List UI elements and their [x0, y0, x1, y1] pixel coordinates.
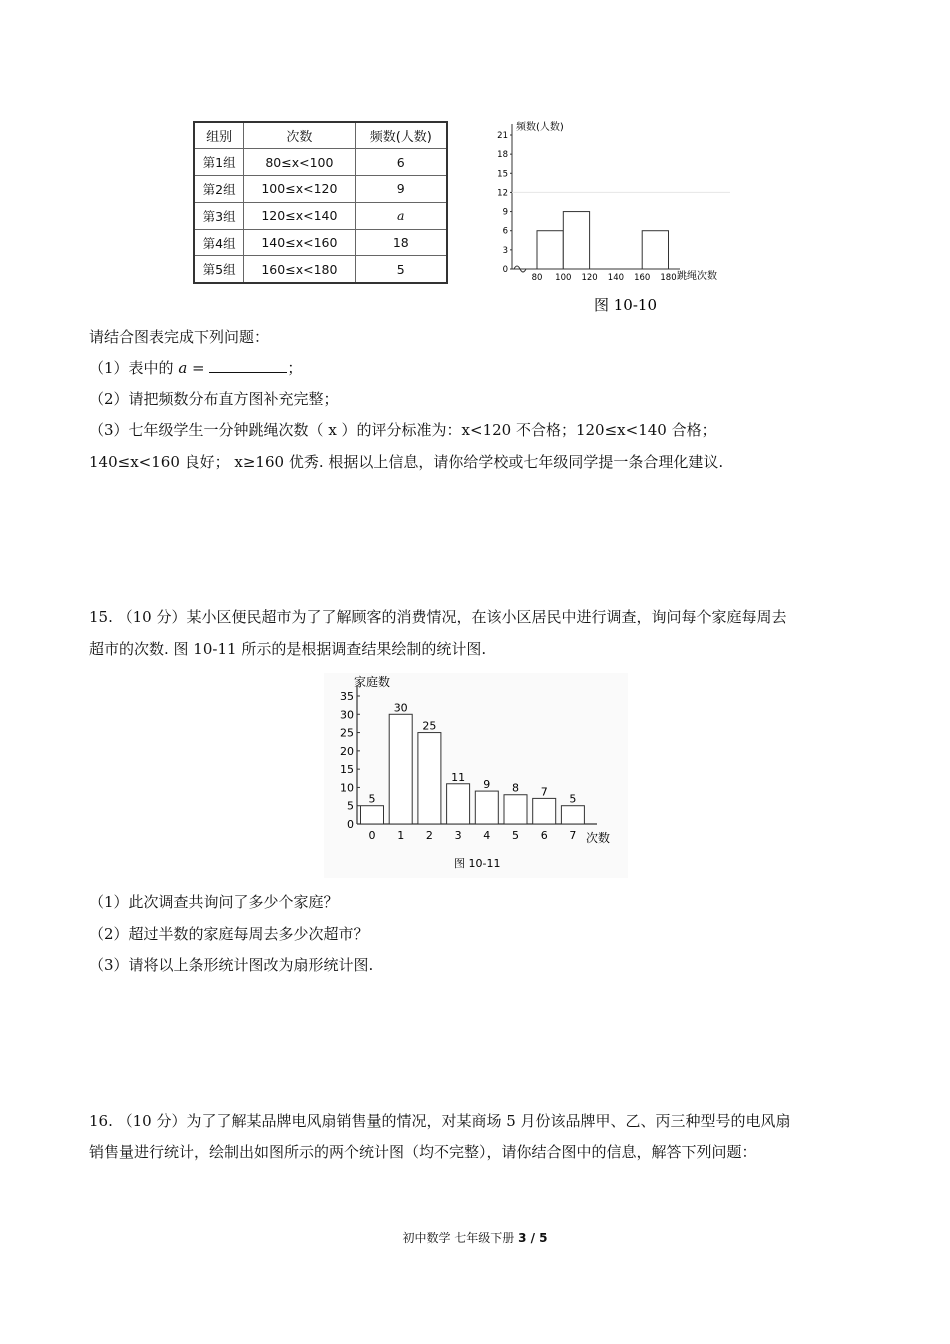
x-tick-label: 100 [555, 273, 572, 283]
table-row [194, 176, 447, 203]
table-cell: 6 [355, 149, 447, 176]
table-cell: 第2组 [194, 176, 244, 203]
frequency-table [193, 121, 448, 284]
q14-part1-suffix: ； [287, 359, 303, 377]
data-label: 5 [569, 792, 577, 806]
y-tick-label: 9 [502, 207, 508, 218]
y-tick-label: 3 [502, 245, 508, 256]
table-cell: a [355, 202, 447, 229]
y-tick-label: 0 [347, 818, 354, 831]
q14-part1-eq: = [187, 359, 210, 377]
q14-part2: （2）请把频数分布直方图补充完整； [89, 390, 339, 408]
table-cell: 120≤x<140 [244, 202, 355, 229]
histogram-bar [642, 231, 668, 269]
y-tick-label: 30 [340, 708, 354, 722]
table-cell: 第3组 [194, 202, 244, 229]
x-tick-label: 3 [454, 829, 462, 842]
x-tick-label: 120 [581, 273, 598, 283]
y-axis-label: 频数(人数) [516, 122, 564, 133]
q15-part1: （1）此次调查共询问了多少个家庭？ [89, 893, 339, 911]
bar [389, 714, 412, 824]
x-tick-label: 1 [397, 829, 405, 842]
data-label: 9 [483, 778, 491, 792]
y-tick-label: 35 [340, 690, 354, 703]
x-axis-label: 跳绳次数 [677, 271, 717, 282]
y-tick-label: 25 [340, 726, 354, 740]
bar-chart [324, 673, 628, 878]
footer-text: 初中数学 七年级下册 [402, 1231, 519, 1245]
data-label: 11 [451, 770, 466, 784]
q15-part2: （2）超过半数的家庭每周去多少次超市？ [89, 925, 369, 943]
q16-stem-line2: 销售量进行统计，绘制出如图所示的两个统计图（均不完整），请你结合图中的信息，解答下列问题： [89, 1143, 757, 1161]
table-row [194, 256, 447, 283]
y-tick-label: 15 [340, 763, 354, 777]
y-tick-label: 20 [340, 744, 354, 758]
table-cell: 100≤x<120 [244, 176, 355, 203]
table-cell: 5 [355, 256, 447, 283]
x-tick-label: 180 [660, 273, 677, 283]
y-tick-label: 18 [497, 150, 508, 161]
q16-stem-line1: 16. （10 分）为了了解某品牌电风扇销售量的情况，对某商场 5 月份该品牌甲、乙、丙三种型号的电风扇 [89, 1112, 791, 1130]
table-header: 频数(人数) [355, 122, 447, 149]
table-cell: 80≤x<100 [244, 149, 355, 176]
table-cell: 第5组 [194, 256, 244, 283]
q14-part1-var: a [178, 359, 188, 377]
x-axis-label: 次数 [586, 831, 611, 845]
q14-intro: 请结合图表完成下列问题： [89, 328, 270, 346]
y-tick-label: 6 [502, 226, 508, 237]
chart-caption: 图 10-10 [594, 296, 658, 314]
q14-part3-line2: 140≤x<160 良好； x≥160 优秀. 根据以上信息，请你给学校或七年级同学提一条合理化建议. [89, 453, 724, 471]
q15-part3: （3）请将以上条形统计图改为扇形统计图. [89, 956, 374, 974]
bar [418, 733, 441, 824]
bar [533, 798, 556, 824]
table-header: 次数 [244, 122, 355, 149]
table-cell: 140≤x<160 [244, 229, 355, 256]
x-tick-label: 4 [483, 829, 491, 842]
q14-part1-prefix: （1）表中的 [89, 359, 179, 377]
bar [447, 784, 470, 824]
y-tick-label: 10 [340, 781, 354, 795]
data-label: 8 [512, 781, 519, 795]
y-tick-label: 12 [497, 188, 508, 199]
histogram-chart [480, 112, 740, 322]
histogram-bar [537, 231, 563, 269]
x-tick-label: 5 [512, 829, 519, 842]
x-tick-label: 0 [368, 829, 376, 842]
x-tick-label: 6 [540, 829, 548, 842]
q14-part3-line1: （3）七年级学生一分钟跳绳次数（ x ）的评分标准为：x<120 不合格；120≤x<140 合格； [89, 421, 717, 439]
y-tick-label: 0 [502, 265, 508, 275]
data-label: 5 [368, 792, 376, 806]
table-cell: 18 [355, 229, 447, 256]
table-cell: 第4组 [194, 229, 244, 256]
bar [561, 806, 584, 824]
table-cell: 160≤x<180 [244, 256, 355, 283]
x-tick-label: 2 [425, 829, 433, 842]
data-label: 25 [422, 719, 437, 733]
table-cell: 9 [355, 176, 447, 203]
page-footer [0, 1229, 950, 1246]
q15-stem-line2: 超市的次数. 图 10-11 所示的是根据调查结果绘制的统计图. [89, 640, 487, 658]
x-tick-label: 160 [634, 273, 651, 283]
data-label: 30 [393, 701, 408, 715]
chart-caption: 图 10-11 [454, 857, 501, 870]
y-tick-label: 21 [497, 131, 508, 141]
x-tick-label: 7 [569, 829, 577, 842]
table-cell: 第1组 [194, 149, 244, 176]
table-header: 组别 [194, 122, 244, 149]
page-number: 3 / 5 [518, 1231, 548, 1245]
q15-stem-line1: 15. （10 分）某小区便民超市为了了解顾客的消费情况，在该小区居民中进行调查，询问每个家庭每周去 [89, 608, 787, 626]
bar [504, 795, 527, 824]
x-tick-label: 80 [531, 273, 543, 283]
bar [475, 791, 498, 824]
y-tick-label: 15 [497, 169, 508, 180]
histogram-bar [563, 212, 589, 269]
q14-part1 [89, 358, 302, 378]
x-tick-label: 140 [607, 273, 625, 283]
bar [361, 806, 384, 824]
y-tick-label: 5 [347, 799, 354, 813]
table-row [194, 229, 447, 256]
answer-blank[interactable] [209, 358, 287, 373]
table-row [194, 202, 447, 229]
y-axis-label: 家庭数 [354, 675, 391, 689]
table-header-row [194, 122, 447, 149]
table-row [194, 149, 447, 176]
data-label: 7 [540, 785, 548, 799]
